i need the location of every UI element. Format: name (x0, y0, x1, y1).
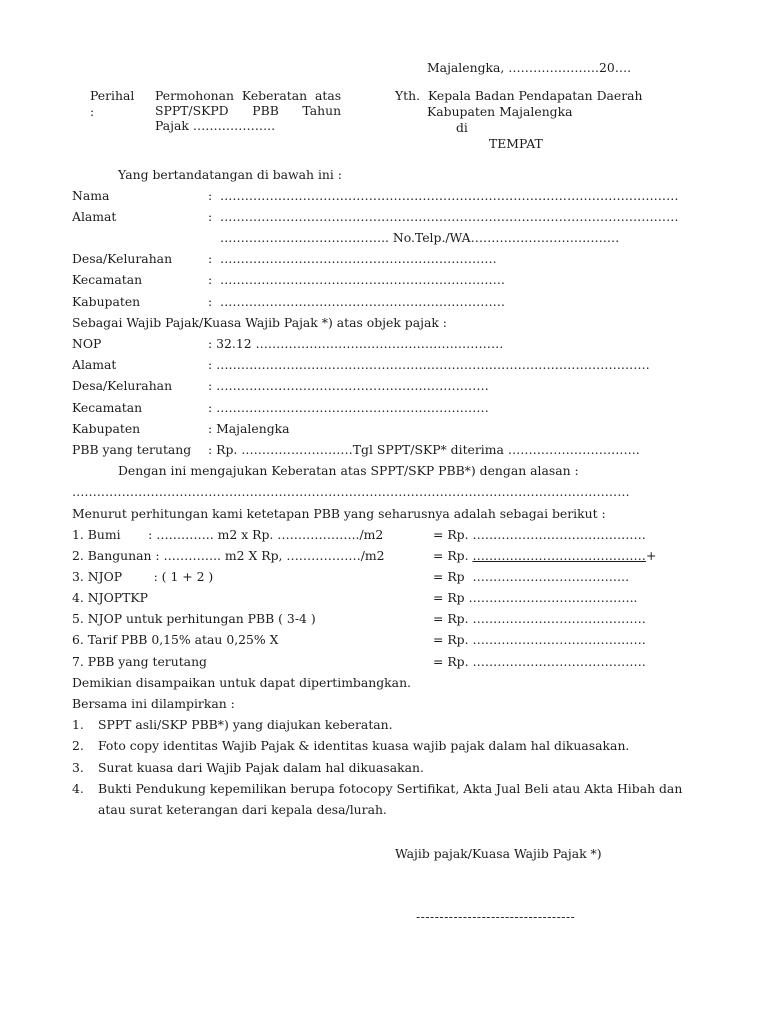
kabupaten-value: …………………………………………………………… (220, 294, 505, 309)
desa-value: …………………………………………………………. (220, 251, 497, 266)
attachment-number: 3. (72, 760, 84, 775)
objek-pbb-row (72, 442, 712, 462)
calc-value: = Rp. …………………………………… (433, 527, 646, 542)
addressee-line-1: Yth. Kepala Badan Pendapatan Daerah (395, 88, 643, 103)
objek-kabupaten-row (72, 421, 712, 441)
addressee-line-3: di (456, 120, 468, 135)
calc-value: = Rp ………………………………….. (433, 590, 638, 605)
demikian-text: Demikian disampaikan untuk dapat dipertimbangkan. (72, 675, 411, 690)
kecamatan-label: Kecamatan (72, 272, 143, 287)
perihal-line-1: Permohonan Keberatan atas (155, 88, 342, 103)
calc-row-pbb-terutang (72, 654, 712, 674)
objek-kabupaten-label: Kabupaten (72, 421, 141, 436)
attachment-text: Foto copy identitas Wajib Pajak & identitas kuasa wajib pajak dalam hal dikuasakan. (98, 738, 630, 753)
identity-nama-row (72, 188, 712, 208)
nop-label: NOP (72, 336, 102, 351)
perihal-colon: : (90, 104, 95, 119)
objek-desa-value: : ………………………………………………………… (208, 378, 489, 393)
identity-desa-row (72, 251, 712, 271)
calc-label: 7. PBB yang terutang (72, 654, 207, 669)
calc-label: 6. Tarif PBB 0,15% atau 0,25% X (72, 632, 279, 647)
calc-row-tarif (72, 632, 712, 652)
objek-desa-row (72, 378, 712, 398)
objek-alamat-label: Alamat (72, 357, 117, 372)
attachment-number: 4. (72, 781, 84, 796)
perihal-label: Perihal (90, 88, 135, 103)
calc-value: = Rp. …………………………………… (433, 654, 646, 669)
pengajuan-text: Dengan ini mengajukan Keberatan atas SPPT/SKP PBB*) dengan alasan : (118, 463, 579, 478)
pbb-terutang-label: PBB yang terutang (72, 442, 192, 457)
alasan-line: ……………………………………………………………………………………………………………………… (72, 484, 630, 499)
objek-kecamatan-row (72, 400, 712, 420)
sebagai-text: Sebagai Wajib Pajak/Kuasa Wajib Pajak *) atas objek pajak : (72, 315, 447, 330)
menurut-text: Menurut perhitungan kami ketetapan PBB yang seharusnya adalah sebagai berikut : (72, 506, 606, 521)
attachment-number: 1. (72, 717, 84, 732)
objek-kecamatan-label: Kecamatan (72, 400, 143, 415)
alamat-label: Alamat (72, 209, 117, 224)
calc-label: 3. NJOP : ( 1 + 2 ) (72, 569, 214, 584)
alamat-value: ………………………………………………………………………………………………… (220, 209, 679, 224)
alamat-telp-value: ………………………………….. No.Telp./WA……………………………… (220, 230, 620, 245)
calc-label: 4. NJOPTKP (72, 590, 148, 605)
calc-label: 2. Bangunan : ………….. m2 X Rp, ………………/m2 (72, 548, 385, 563)
calc-value: = Rp ……………………………….. (433, 569, 630, 584)
calc-label: 5. NJOP untuk perhitungan PBB ( 3-4 ) (72, 611, 316, 626)
nop-value: : 32.12 …………………………………………………… (208, 336, 504, 351)
addressee-line-4: TEMPAT (489, 136, 543, 151)
kabupaten-colon: : (208, 294, 213, 309)
calc-row-njoptkp (72, 590, 712, 610)
desa-label: Desa/Kelurahan (72, 251, 173, 266)
calc-row-bangunan (72, 548, 712, 568)
intro-text: Yang bertandatangan di bawah ini : (118, 167, 342, 182)
identity-kecamatan-row (72, 272, 712, 292)
identity-alamat-row (72, 209, 712, 229)
perihal-line-2: SPPT/SKPD PBB Tahun (155, 103, 342, 118)
calc-value: = Rp. …………………………………… (433, 611, 646, 626)
attachment-text: Surat kuasa dari Wajib Pajak dalam hal dikuasakan. (98, 760, 424, 775)
calc-row-njop-pbb (72, 611, 712, 631)
objek-kecamatan-value: : ………………………………………………………… (208, 400, 489, 415)
desa-colon: : (208, 251, 213, 266)
calc-value-group (433, 548, 656, 563)
calc-label: 1. Bumi : ………….. m2 x Rp. ………………../m2 (72, 527, 384, 542)
objek-nop-row (72, 336, 712, 356)
attachment-text: Bukti Pendukung kepemilikan berupa fotocopy Sertifikat, Akta Jual Beli atau Akta Hibah dan atau surat keterangan dari kepala desa/lurah. (98, 781, 683, 817)
plus-sign: + (645, 548, 657, 563)
calc-value: = Rp. …………………………………… (433, 632, 646, 647)
nama-label: Nama (72, 188, 110, 203)
alamat-colon: : (208, 209, 213, 224)
nama-value: ………………………………………………………………………………………………… (220, 188, 679, 203)
kecamatan-value: …………………………………………………………… (220, 272, 505, 287)
signature-line: ---------------------------------- (416, 909, 576, 924)
objek-kabupaten-value: : Majalengka (208, 421, 290, 436)
calc-row-njop (72, 569, 712, 589)
attachment-number: 2. (72, 738, 84, 753)
date-line: Majalengka, ………………….20…. (427, 60, 632, 75)
bersama-text: Bersama ini dilampirkan : (72, 696, 235, 711)
objek-alamat-value: : …………………………………………………………………………………………… (208, 357, 650, 372)
objek-desa-label: Desa/Kelurahan (72, 378, 173, 393)
objek-alamat-row (72, 357, 712, 377)
calc-row-bumi (72, 527, 712, 547)
kabupaten-label: Kabupaten (72, 294, 141, 309)
signature-title: Wajib pajak/Kuasa Wajib Pajak *) (395, 846, 602, 861)
addressee-line-2: Kabupaten Majalengka (427, 104, 573, 119)
attachment-text: SPPT asli/SKP PBB*) yang diajukan keberatan. (98, 717, 393, 732)
attachment-item (72, 738, 692, 759)
kecamatan-colon: : (208, 272, 213, 287)
calc-value-underlined: …………………………………… (472, 548, 646, 563)
attachment-item (72, 781, 692, 823)
pbb-terutang-value: : Rp. ………………………Tgl SPPT/SKP* diterima ………………………….. (208, 442, 640, 457)
calc-value: = Rp. (433, 548, 473, 563)
nama-colon: : (208, 188, 213, 203)
identity-alamat-cont-row (72, 230, 712, 250)
perihal-line-3: Pajak ……………….. (155, 118, 276, 133)
identity-kabupaten-row (72, 294, 712, 314)
